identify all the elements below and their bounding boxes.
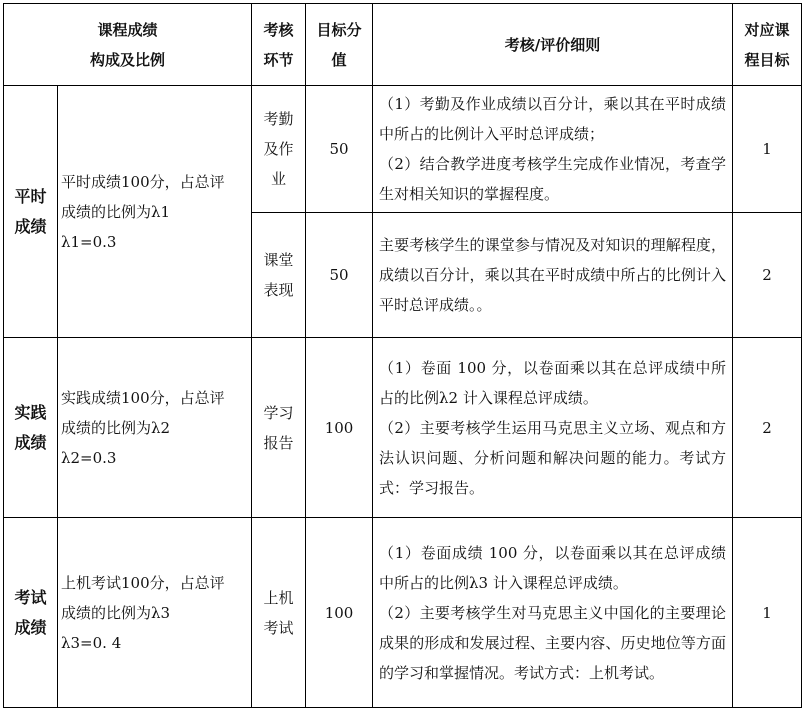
grade-composition-table [3,3,802,708]
header-row [4,4,802,86]
detail-cell: （1）考勤及作业成绩以百分计，乘以其在平时成绩中所占的比例计入平时总评成绩； （2）结合教学进度考核学生完成作业情况，考查学生对相关知识的掌握程度。 [373,86,733,213]
table-row [4,518,802,708]
detail-cell: 主要考核学生的课堂参与情况及对知识的理解程度，成绩以百分计，乘以其在平时成绩中所占的比例计入平时总评成绩。。 [373,213,733,338]
ratio-cell: 上机考试100分，占总评 成绩的比例为λ3 λ3=0. 4 [58,518,252,708]
ratio-cell: 实践成绩100分，占总评 成绩的比例为λ2 λ2=0.3 [58,338,252,518]
header-assessment: 考核 环节 [252,4,306,86]
score-cell: 50 [306,213,373,338]
assessment-cell: 上机 考试 [252,518,306,708]
assessment-cell: 学习 报告 [252,338,306,518]
header-details: 考核/评价细则 [373,4,733,86]
table-row [4,86,802,213]
header-composition: 课程成绩 构成及比例 [4,4,252,86]
detail-cell: （1）卷面 100 分，以卷面乘以其在总评成绩中所占的比例λ2 计入课程总评成绩。 （2）主要考核学生运用马克思主义立场、观点和方法认识问题、分析问题和解决问题的能力。考试方式：学习报告。 [373,338,733,518]
assessment-cell: 考勤 及作 业 [252,86,306,213]
assessment-cell: 课堂 表现 [252,213,306,338]
ratio-cell: 平时成绩100分，占总评 成绩的比例为λ1 λ1=0.3 [58,86,252,338]
objective-cell: 1 [733,86,802,213]
objective-cell: 2 [733,213,802,338]
header-target-score: 目标分 值 [306,4,373,86]
score-cell: 100 [306,338,373,518]
objective-cell: 1 [733,518,802,708]
objective-cell: 2 [733,338,802,518]
category-cell: 考试 成绩 [4,518,58,708]
category-cell: 实践 成绩 [4,338,58,518]
score-cell: 50 [306,86,373,213]
header-objective: 对应课 程目标 [733,4,802,86]
table-row [4,338,802,518]
score-cell: 100 [306,518,373,708]
detail-cell: （1）卷面成绩 100 分，以卷面乘以其在总评成绩中所占的比例λ3 计入课程总评成绩。 （2）主要考核学生对马克思主义中国化的主要理论成果的形成和发展过程、主要内容、历史地位等方面的学习和掌握情况。考试方式：上机考试。 [373,518,733,708]
category-cell: 平时 成绩 [4,86,58,338]
